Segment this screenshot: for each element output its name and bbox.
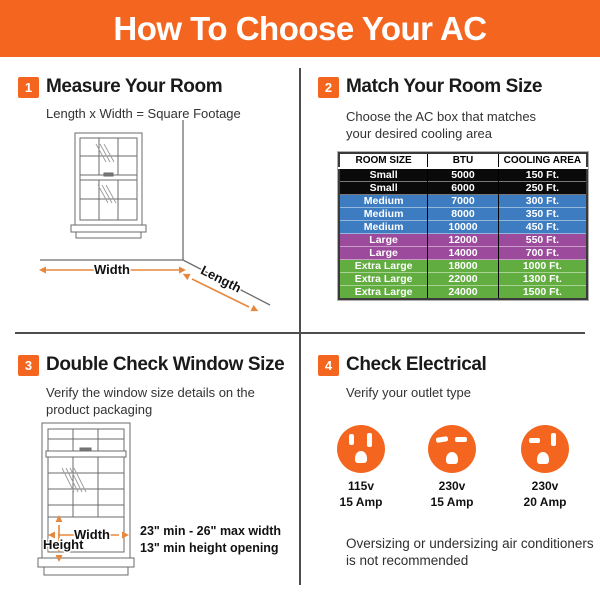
table-row: Extra Large 24000 1500 Ft. xyxy=(339,286,587,300)
table-row: Small 6000 250 Ft. xyxy=(339,182,587,195)
open-window-drawing xyxy=(38,423,134,575)
step3-number-badge: 3 xyxy=(18,355,39,376)
window-drawing xyxy=(71,133,146,238)
table-row: Medium 7000 300 Ft. xyxy=(339,195,587,208)
table-row: Large 14000 700 Ft. xyxy=(339,247,587,260)
step3-subtitle: Verify the window size details on the product packaging xyxy=(46,385,255,417)
step2-section xyxy=(300,57,600,333)
outlet-slot xyxy=(349,434,354,445)
outlet-slot xyxy=(455,437,467,442)
outlet-230v-15amp-icon xyxy=(428,425,476,473)
outlet-ground-slot xyxy=(446,452,458,464)
page-title: How To Choose Your AC xyxy=(113,9,487,47)
table-row: Large 12000 550 Ft. xyxy=(339,234,587,247)
col-room-size: ROOM SIZE xyxy=(339,153,428,168)
outlet3-label: 230v 20 Amp xyxy=(523,479,567,509)
header-banner xyxy=(0,0,600,57)
room-measure-illustration xyxy=(0,117,300,333)
table-row: Small 5000 150 Ft. xyxy=(339,168,587,182)
table-row: Extra Large 22000 1300 Ft. xyxy=(339,273,587,286)
width-label: Width xyxy=(94,262,130,277)
length-label: Length xyxy=(198,262,244,296)
btu-table xyxy=(338,152,588,300)
step2-title: Match Your Room Size xyxy=(346,76,543,97)
col-cooling-area: COOLING AREA xyxy=(498,153,587,168)
outlet-115v-15amp-icon xyxy=(337,425,385,473)
sizing-warning-note: Oversizing or undersizing air conditioners is not recommended xyxy=(346,536,594,568)
col-btu: BTU xyxy=(428,153,499,168)
step4-subtitle: Verify your outlet type xyxy=(346,385,472,400)
outlet-230v-20amp-icon xyxy=(521,425,569,473)
step1-number-badge: 1 xyxy=(18,77,39,98)
step4-title: Check Electrical xyxy=(346,354,487,375)
outlet-ground-slot xyxy=(355,451,367,463)
step4-number-badge: 4 xyxy=(318,355,339,376)
step2-number-badge: 2 xyxy=(318,77,339,98)
outlet2-label: 230v 15 Amp xyxy=(430,479,474,509)
window-height-label: Height xyxy=(43,537,84,552)
step4-section xyxy=(300,333,600,600)
step1-title: Measure Your Room xyxy=(46,76,223,97)
table-header-row xyxy=(339,153,587,168)
window-width-label: Width xyxy=(74,527,110,542)
window-size-illustration xyxy=(0,418,300,600)
step1-section xyxy=(0,57,300,333)
outlet-slot xyxy=(551,433,556,446)
outlet1-label: 115v 15 Amp xyxy=(339,479,383,509)
outlet-ground-slot xyxy=(537,452,549,464)
step3-section xyxy=(0,333,300,600)
step2-subtitle: Choose the AC box that matches your desired cooling area xyxy=(346,109,537,141)
step1-subtitle: Length x Width = Square Footage xyxy=(46,106,241,121)
outlet-slot xyxy=(367,433,372,447)
step3-title: Double Check Window Size xyxy=(46,354,285,375)
window-size-note: 23" min - 26" max width 13" min height opening xyxy=(140,524,282,555)
table-row: Extra Large 18000 1000 Ft. xyxy=(339,260,587,273)
btu-table-container xyxy=(338,152,588,300)
table-row: Medium 10000 450 Ft. xyxy=(339,221,587,234)
table-row: Medium 8000 350 Ft. xyxy=(339,208,587,221)
outlet-slot xyxy=(436,436,449,443)
outlet-slot xyxy=(529,438,540,443)
